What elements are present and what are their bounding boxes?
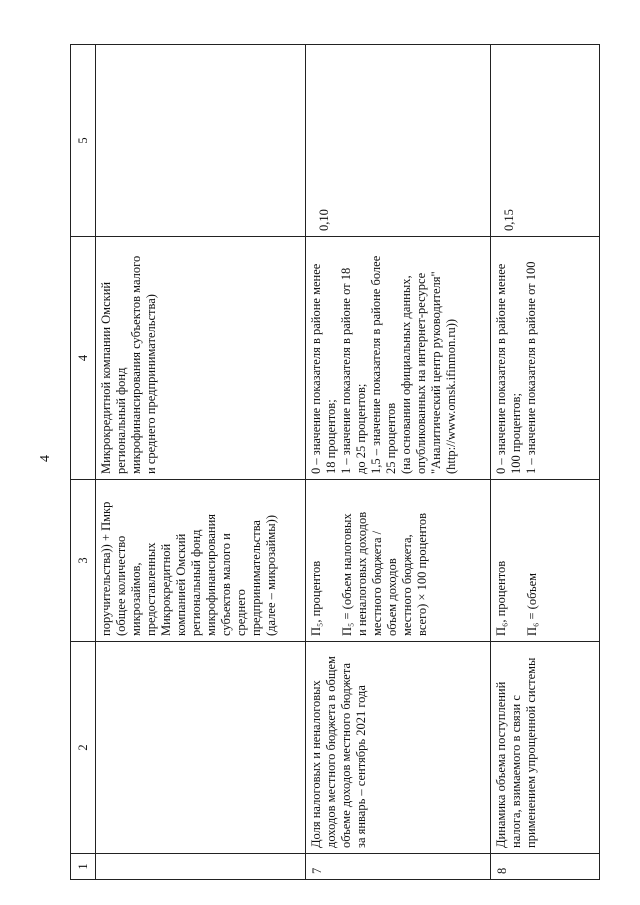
indicator-name (96, 642, 306, 854)
weight-value: 0,15 (502, 209, 516, 231)
source-cell: 0 – значение показателя в районе менее 18 процентов; 1 – значение показателя в районе от 18 до 25 процентов; 1,5 – значение показателя в районе более 25 процентов (на основании официальных данных, опубликованных на интернет-ресурсе "Аналитический центр руководителя" (http://www.omsk.ifinmon.ru)) (306, 237, 491, 480)
col-header-1: 1 (71, 854, 96, 880)
formula-cell (306, 480, 491, 642)
row-number: 8 (491, 854, 600, 880)
formula-head: П₆, процентов (494, 560, 508, 636)
weight-cell (306, 45, 491, 237)
formula-body: П₆ = (объем (525, 572, 539, 636)
table-row (96, 45, 306, 880)
formula-cell: поручительства)) + Пмкр (общее количество микрозаймов, предоставленных Микрокредитной компанией Омский региональный фонд микрофинансирования субъектов малого и среднего предпринимательства (далее – микрозаймы)) (96, 480, 306, 642)
formula-head: П₅, процентов (309, 560, 323, 636)
col-header-4: 4 (71, 237, 96, 480)
indicator-name: Доля налоговых и неналоговых доходов местного бюджета в общем объеме доходов местного бюджета за январь – сентябрь 2021 года (306, 642, 491, 854)
indicator-name: Динамика объема поступлений налога, взимаемого в связи с применением упрощенной системы (491, 642, 600, 854)
table-row (491, 45, 600, 880)
weight-cell (491, 45, 600, 237)
col-header-3: 3 (71, 480, 96, 642)
col-header-2: 2 (71, 642, 96, 854)
indicators-table (70, 44, 600, 880)
source-cell: 0 – значение показателя в районе менее 100 процентов; 1 – значение показателя в районе от 100 (491, 237, 600, 480)
source-cell: Микрокредитной компании Омский региональный фонд микрофинансирования субъектов малого и среднего предпринимательства) (96, 237, 306, 480)
row-number: 7 (306, 854, 491, 880)
formula-body: П₅ = (объем налоговых и неналоговых доходов местного бюджета / объем доходов местного бюджета, всего) × 100 процентов (340, 511, 429, 636)
document-table-rotated (70, 45, 600, 880)
col-header-5: 5 (71, 45, 96, 237)
weight-value: 0,10 (317, 209, 331, 231)
page-number: 4 (38, 455, 53, 462)
header-row (71, 45, 96, 880)
table-row (306, 45, 491, 880)
weight-cell (96, 45, 306, 237)
row-number (96, 854, 306, 880)
formula-cell (491, 480, 600, 642)
